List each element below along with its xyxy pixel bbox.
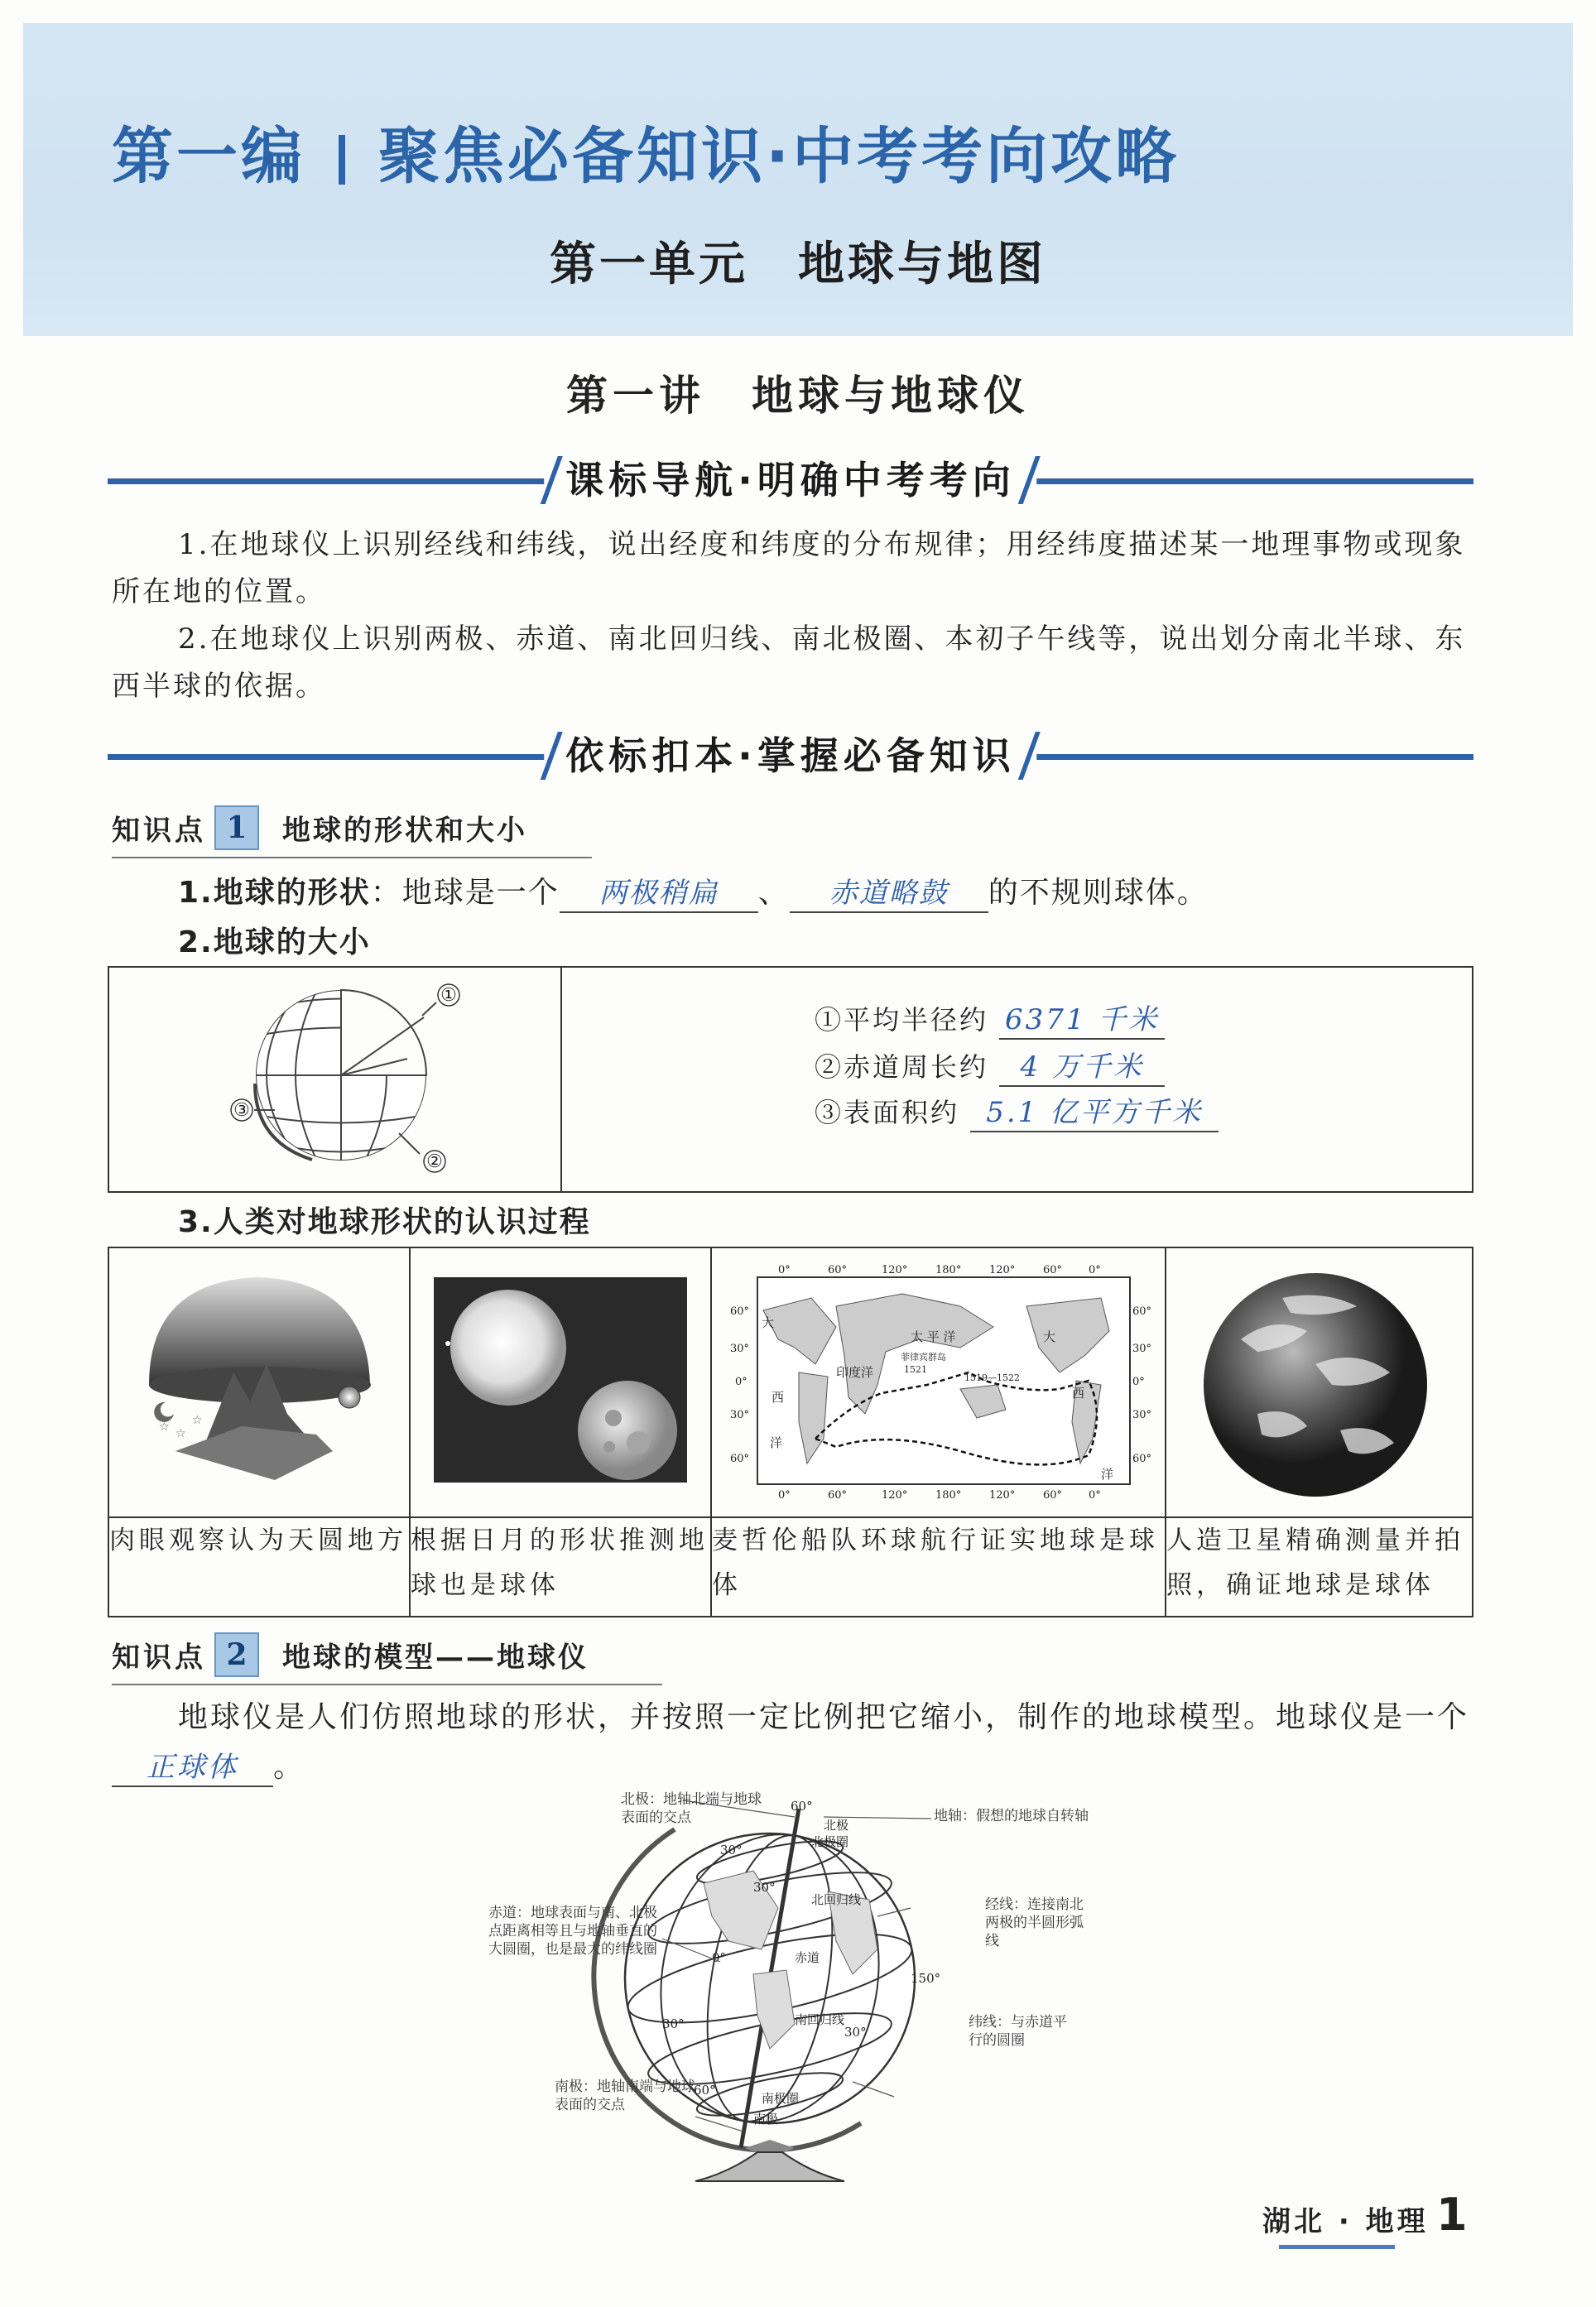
globe-degree: 60° xyxy=(791,1799,813,1814)
globe-text-south-pole: 南极 xyxy=(753,2112,779,2127)
knowledge-point-2 xyxy=(112,1632,589,1680)
image-dome xyxy=(108,1247,410,1517)
map-left-tick: 30° xyxy=(730,1343,750,1355)
section-banner-knowledge xyxy=(108,727,1473,785)
comma: 、 xyxy=(757,876,790,910)
globe-degree: 30° xyxy=(753,1880,776,1895)
map-label-yang-right: 洋 xyxy=(1101,1467,1114,1482)
map-left-tick: 60° xyxy=(730,1453,750,1465)
dome-earth-image xyxy=(109,1248,409,1513)
size-values-cell xyxy=(561,967,1473,1192)
sphere-diagram xyxy=(109,968,560,1188)
map-right-tick: 30° xyxy=(1132,1343,1152,1355)
map-top-tick: 120° xyxy=(882,1264,908,1276)
sphere-marker-3: ③ xyxy=(233,1100,250,1121)
globe-model-text xyxy=(112,1693,1473,1792)
cognition-table xyxy=(108,1247,1473,1617)
map-top-tick: 0° xyxy=(778,1264,791,1276)
kp-number: 2 xyxy=(214,1632,259,1677)
satellite-earth-image xyxy=(1166,1248,1469,1513)
globe-text-arctic-circle: 北极圈 xyxy=(811,1834,849,1849)
kp-underline xyxy=(112,1684,662,1685)
cognition-caption-1: 肉眼观察认为天圆地方 xyxy=(108,1517,410,1617)
map-label-route-years: 1519—1522 xyxy=(964,1372,1020,1383)
globe-text-tropic-capricorn: 南回归线 xyxy=(795,2012,845,2027)
standard-1: 1.在地球仪上识别经线和纬线，说出经度和纬度的分布规律；用经纬度描述某一地理事物或现象所在地的位置。 xyxy=(112,528,1466,608)
standard-2: 2.在地球仪上识别两极、赤道、南北回归线、南北极圈、本初子午线等，说出划分南北半球、东西半球的依据。 xyxy=(112,622,1466,703)
svg-text:☆: ☆ xyxy=(192,1414,203,1427)
map-top-tick: 60° xyxy=(1043,1264,1063,1276)
earth-shape-line xyxy=(178,869,1209,913)
map-top-tick: 0° xyxy=(1089,1264,1101,1276)
globe-degree: 150° xyxy=(911,1971,941,1986)
globe-text-tropic-cancer: 北回归线 xyxy=(811,1892,862,1907)
cognition-caption-4: 人造卫星精确测量并拍照，确证地球是球体 xyxy=(1166,1517,1473,1617)
map-label-yang-left: 洋 xyxy=(770,1435,783,1450)
size-label: 赤道周长约 xyxy=(844,1051,989,1083)
answer-blank-sphere: 正球体 xyxy=(112,1749,273,1787)
map-left-tick: 30° xyxy=(730,1409,750,1421)
sphere-marker-1: ① xyxy=(440,985,457,1006)
answer-circumference: 4 万千米 xyxy=(999,1049,1165,1087)
map-label-philippines: 菲律宾群岛 xyxy=(901,1352,946,1363)
globe-text-equator: 赤道 xyxy=(795,1950,820,1965)
section-banner-standards xyxy=(108,451,1473,509)
sun-moon-image xyxy=(411,1248,710,1513)
label-meridian: 经线：连接南北两极的半圆形弧线 xyxy=(985,1896,1084,1949)
map-bottom-tick: 120° xyxy=(989,1489,1016,1502)
lecture-title: 第一讲 地球与地球仪 xyxy=(566,372,1030,420)
globe-diagram xyxy=(480,1784,1126,2189)
footer-underline xyxy=(1279,2245,1395,2249)
part-prefix: 第一编 xyxy=(112,121,305,192)
cognition-heading xyxy=(178,1199,591,1241)
sphere-marker-2: ② xyxy=(426,1151,443,1172)
map-bottom-tick: 0° xyxy=(778,1489,791,1502)
label-north-pole: 北极：地轴北端与地球表面的交点 xyxy=(621,1791,762,1826)
map-label-da-right: 大 xyxy=(1043,1329,1056,1344)
image-magellan-map xyxy=(711,1247,1166,1517)
image-satellite-earth xyxy=(1166,1247,1473,1517)
cognition-caption-2: 根据日月的形状推测地球也是球体 xyxy=(410,1517,711,1617)
cognition-heading-text: 3.人类对地球形状的认识过程 xyxy=(178,1205,591,1239)
globe-degree: 30° xyxy=(844,2025,867,2040)
globe-degree: 0° xyxy=(712,1950,727,1965)
globe-text-antarctic-circle: 南极圈 xyxy=(762,2091,800,2106)
map-top-tick: 60° xyxy=(828,1264,848,1276)
kp-number: 1 xyxy=(214,805,259,850)
map-left-tick: 60° xyxy=(730,1305,750,1318)
shape-text: ：地球是一个 xyxy=(370,876,560,910)
map-label-indian: 印度洋 xyxy=(836,1365,874,1380)
image-sun-moon xyxy=(410,1247,711,1517)
answer-blank-2: 赤道略鼓 xyxy=(790,875,988,913)
globe-text-north-pole: 北极 xyxy=(824,1818,849,1833)
kp-label: 知识点 xyxy=(112,1641,206,1675)
map-label-pacific: 太 平 洋 xyxy=(911,1329,956,1344)
sphere-diagram-cell xyxy=(108,967,561,1192)
size-marker: ② xyxy=(815,1051,844,1083)
knowledge-point-1 xyxy=(112,805,527,853)
answer-area: 5.1 亿平方千米 xyxy=(970,1094,1219,1132)
title-separator xyxy=(339,135,345,185)
globe-degree: 60° xyxy=(694,2083,716,2098)
page-number: 1 xyxy=(1436,2189,1468,2241)
globe-text: 地球仪是人们仿照地球的形状，并按照一定比例把它缩小，制作的地球模型。地球仪是一个 xyxy=(178,1700,1470,1734)
map-bottom-tick: 0° xyxy=(1089,1489,1101,1502)
earth-size-heading xyxy=(178,919,371,961)
shape-suffix: 的不规则球体。 xyxy=(988,876,1209,910)
svg-text:☆: ☆ xyxy=(159,1420,170,1434)
size-heading-text: 2.地球的大小 xyxy=(178,925,371,959)
map-left-tick: 0° xyxy=(735,1376,748,1388)
globe-text-end: 。 xyxy=(273,1750,306,1784)
label-earth-axis: 地轴：假想的地球自转轴 xyxy=(934,1808,1089,1824)
svg-text:☆: ☆ xyxy=(175,1427,186,1440)
size-marker: ① xyxy=(815,1004,844,1036)
map-label-1521: 1521 xyxy=(904,1364,927,1375)
answer-blank-1: 两极稍扁 xyxy=(560,875,758,913)
kp-underline xyxy=(112,857,592,858)
magellan-route-map xyxy=(712,1248,1165,1513)
cognition-caption-3: 麦哲伦船队环球航行证实地球是球体 xyxy=(711,1517,1166,1617)
size-item-area xyxy=(815,1092,1219,1132)
banner-label: 依标扣本·掌握必备知识 xyxy=(544,727,1036,785)
map-label-xi-left: 西 xyxy=(772,1390,785,1405)
map-right-tick: 60° xyxy=(1132,1305,1152,1318)
kp-title: 地球的模型——地球仪 xyxy=(282,1641,589,1675)
size-label: 表面积约 xyxy=(844,1097,960,1128)
part-title-text: 聚焦必备知识·中考考向攻略 xyxy=(378,121,1180,192)
size-item-circumference xyxy=(815,1046,1165,1087)
footer-region-subject: 湖北 · 地理 xyxy=(1262,2205,1429,2238)
map-bottom-tick: 180° xyxy=(935,1489,962,1502)
map-label-xi-right: 西 xyxy=(1072,1386,1085,1401)
map-right-tick: 30° xyxy=(1132,1409,1152,1421)
label-south-pole: 南极：地轴南端与地球表面的交点 xyxy=(555,2079,695,2113)
earth-size-table xyxy=(108,966,1473,1193)
map-bottom-tick: 60° xyxy=(1043,1489,1063,1502)
map-label-da-left: 大 xyxy=(762,1315,775,1330)
kp-title: 地球的形状和大小 xyxy=(282,814,527,848)
unit-title: 第一单元 地球与地图 xyxy=(550,237,1046,291)
banner-label: 课标导航·明确中考考向 xyxy=(544,451,1036,509)
globe-degree: 30° xyxy=(662,2016,685,2031)
map-top-tick: 180° xyxy=(935,1264,962,1276)
part-title xyxy=(112,108,1180,195)
size-label: 平均半径约 xyxy=(844,1004,989,1036)
standards-text xyxy=(112,521,1473,710)
kp-label: 知识点 xyxy=(112,814,206,848)
answer-radius: 6371 千米 xyxy=(999,1002,1165,1040)
label-parallel: 纬线：与赤道平行的圆圈 xyxy=(969,2014,1067,2049)
map-top-tick: 120° xyxy=(989,1264,1016,1276)
map-bottom-tick: 120° xyxy=(882,1489,908,1502)
globe-degree: 30° xyxy=(720,1843,743,1858)
size-item-radius xyxy=(815,999,1165,1040)
map-right-tick: 60° xyxy=(1132,1453,1152,1465)
size-marker: ③ xyxy=(815,1097,844,1128)
map-bottom-tick: 60° xyxy=(828,1489,848,1502)
shape-heading: 1.地球的形状 xyxy=(178,876,371,910)
label-equator: 赤道：地球表面与南、北极点距离相等且与地轴垂直的大圆圈，也是最大的纬线圈 xyxy=(488,1905,657,1958)
map-right-tick: 0° xyxy=(1132,1376,1145,1388)
